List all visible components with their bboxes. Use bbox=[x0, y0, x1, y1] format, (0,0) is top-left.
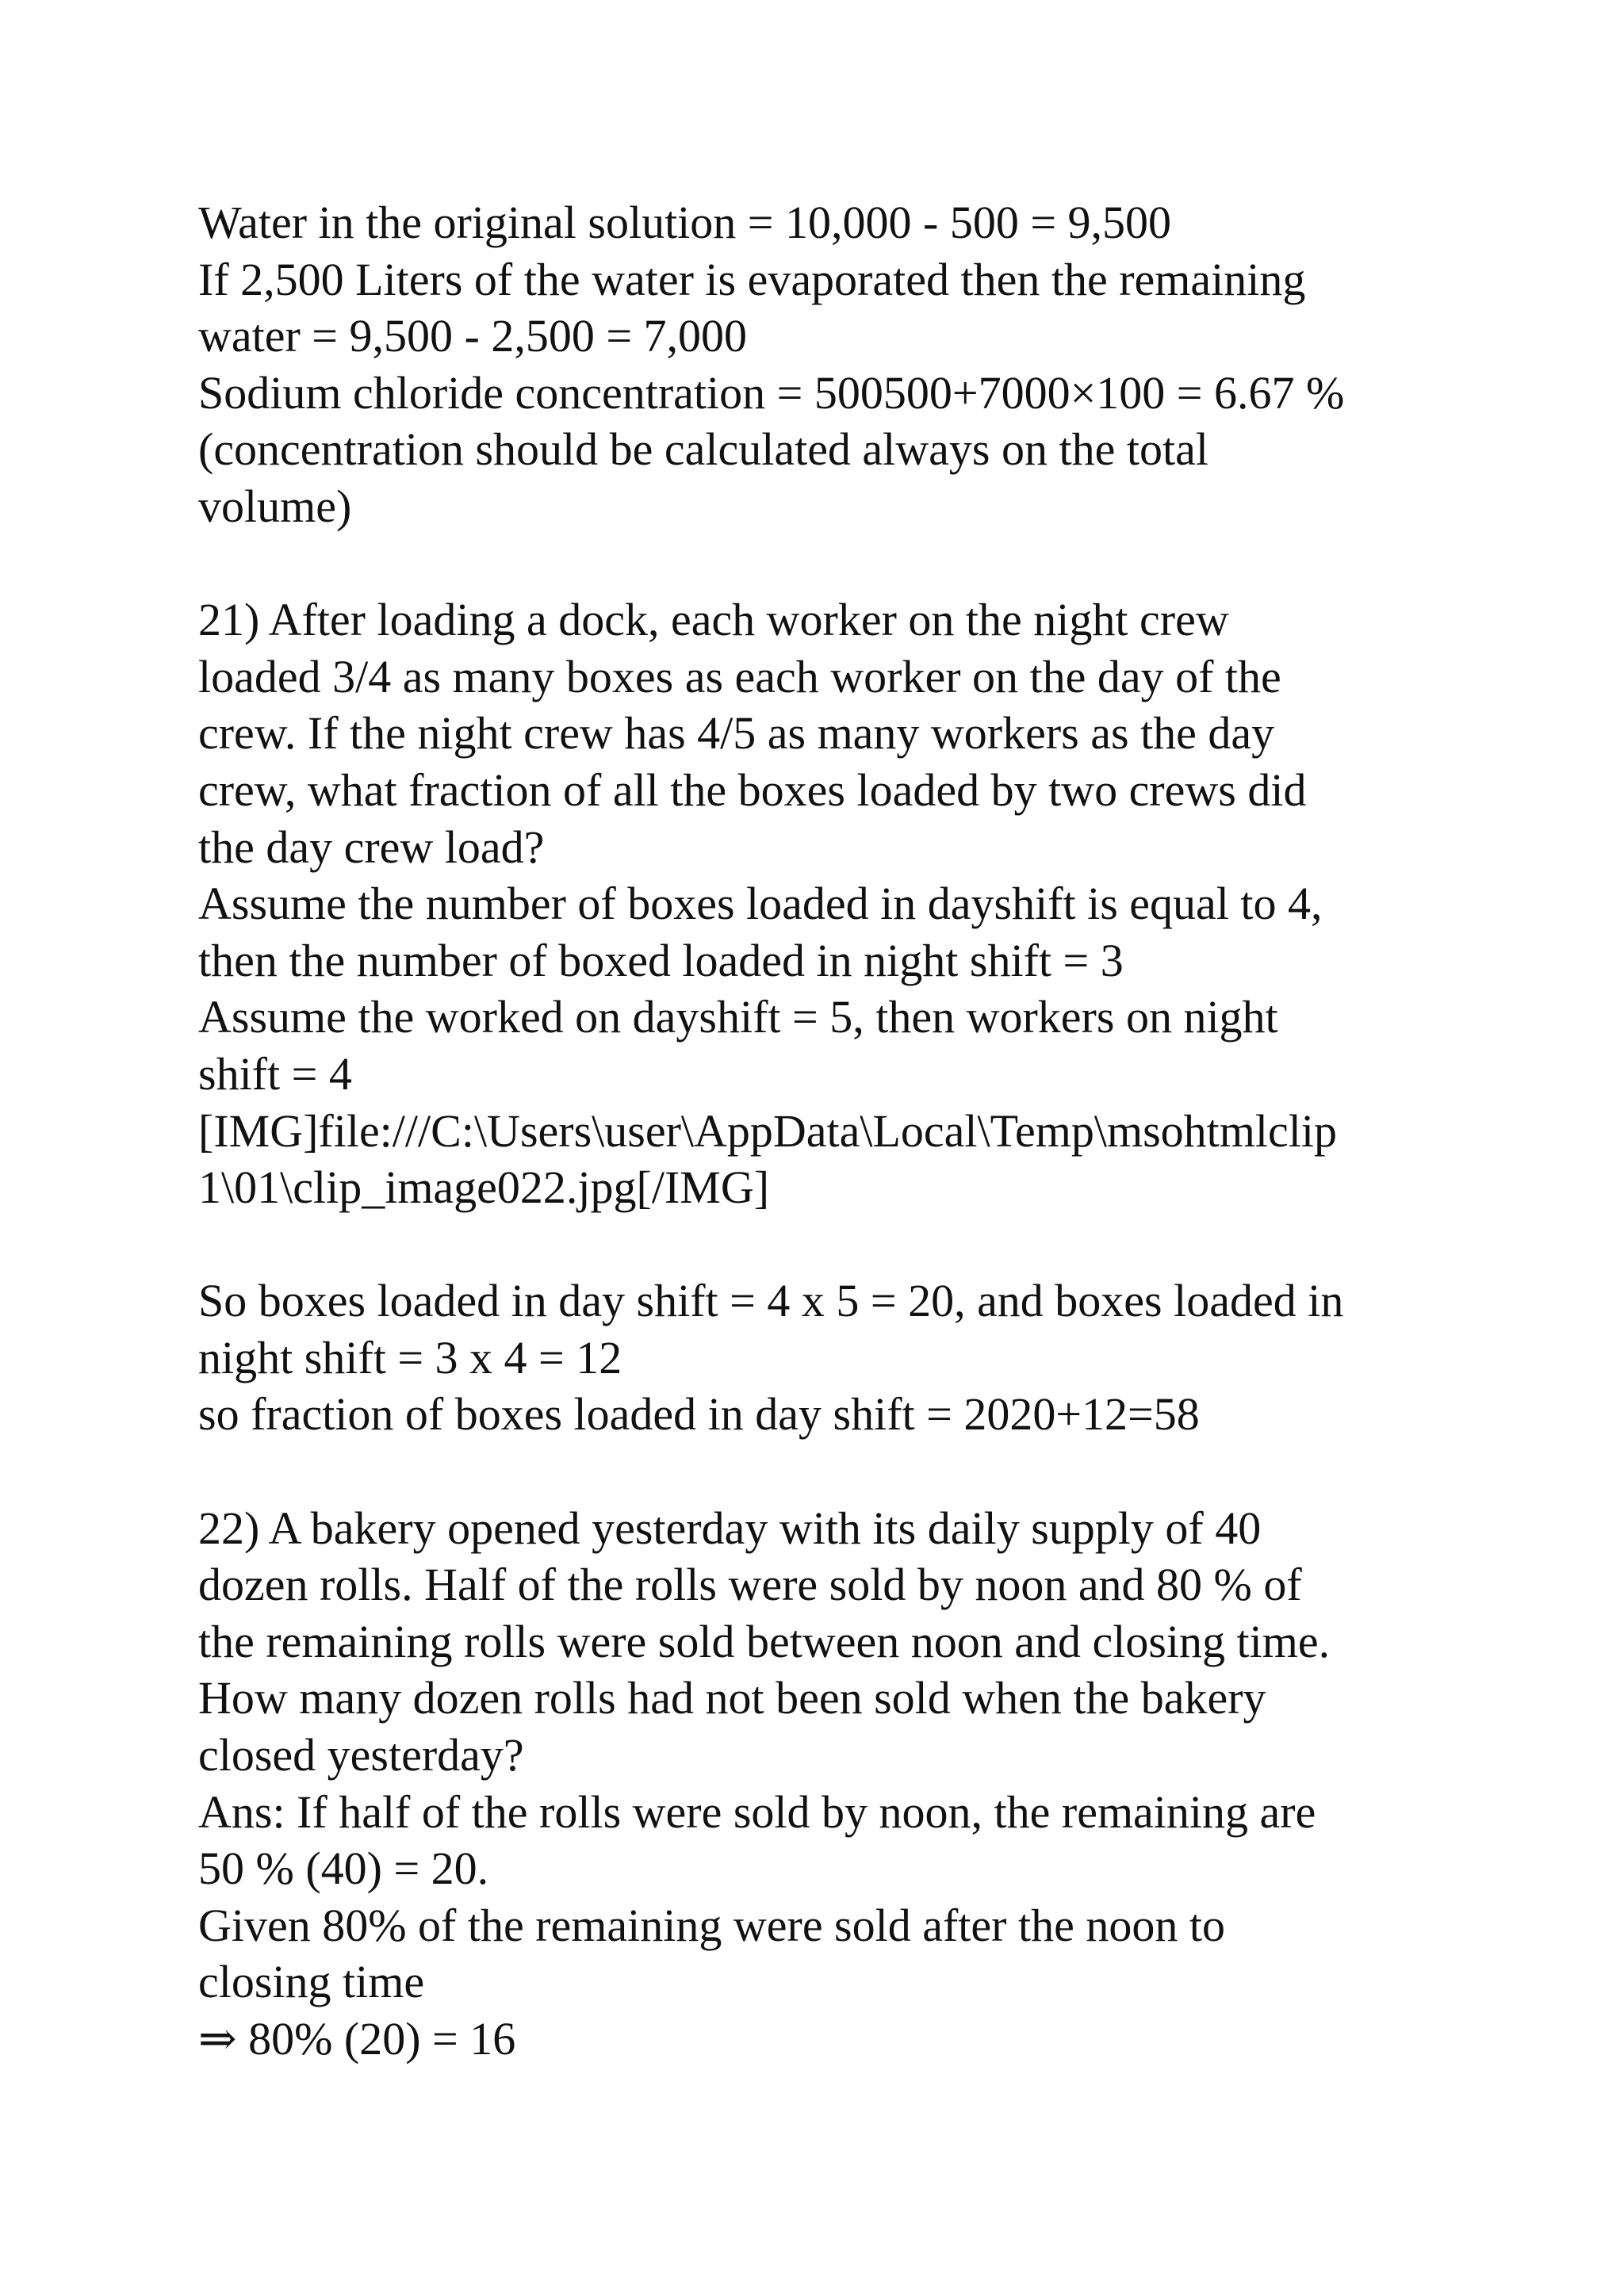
question-22-line: the remaining rolls were sold between noon and closing time. bbox=[198, 1615, 1331, 1667]
question-22-line: How many dozen rolls had not been sold when the bakery bbox=[198, 1672, 1266, 1724]
answer-21-line: Assume the worked on dayshift = 5, then workers on night bbox=[198, 991, 1278, 1043]
answer-21-line: then the number of boxed loaded in night shift = 3 bbox=[198, 934, 1124, 986]
text-line: Water in the original solution = 10,000 - 500 = 9,500 bbox=[198, 197, 1172, 248]
question-21-line: the day crew load? bbox=[198, 821, 545, 873]
image-placeholder-text: [IMG]file:///C:\Users\user\AppData\Local\Temp\msohtmlclip bbox=[198, 1104, 1337, 1157]
answer-21-line: shift = 4 bbox=[198, 1047, 352, 1100]
image-placeholder-text: 1\01\clip_image022.jpg[/IMG] bbox=[198, 1161, 770, 1214]
question-21-line: crew, what fraction of all the boxes loaded by two crews did bbox=[198, 763, 1307, 816]
question-21-line: loaded 3/4 as many boxes as each worker on the day of the bbox=[198, 650, 1281, 702]
answer-22-line: ⇒ 80% (20) = 16 bbox=[198, 2013, 516, 2064]
answer-22-line: closing time bbox=[198, 1956, 425, 2008]
paragraph-gap bbox=[198, 535, 1435, 592]
question-22-line: closed yesterday? bbox=[198, 1729, 524, 1781]
question-22-line: dozen rolls. Half of the rolls were sold by noon and 80 % of bbox=[198, 1559, 1302, 1611]
text-line: If 2,500 Liters of the water is evaporated then the remaining bbox=[198, 253, 1306, 305]
text-line: (concentration should be calculated always on the total bbox=[198, 423, 1208, 476]
text-line: Sodium chloride concentration = 500500+7000×100 = 6.67 % bbox=[198, 366, 1345, 419]
answer-22-line: 50 % (40) = 20. bbox=[198, 1843, 489, 1895]
question-22-line: 22) A bakery opened yesterday with its daily supply of 40 bbox=[198, 1502, 1262, 1554]
answer-21-line: So boxes loaded in day shift = 4 x 5 = 20, and boxes loaded in bbox=[198, 1275, 1344, 1327]
answer-22-line: Ans: If half of the rolls were sold by noon, the remaining are bbox=[198, 1785, 1316, 1838]
paragraph-gap bbox=[198, 1443, 1435, 1500]
answer-21-line: so fraction of boxes loaded in day shift = 2020+12=58 bbox=[198, 1388, 1200, 1441]
text-line: volume) bbox=[198, 480, 352, 532]
answer-21-line: Assume the number of boxes loaded in dayshift is equal to 4, bbox=[198, 878, 1323, 930]
answer-22-line: Given 80% of the remaining were sold after the noon to bbox=[198, 1899, 1225, 1951]
question-21-line: 21) After loading a dock, each worker on the night crew bbox=[198, 594, 1229, 646]
question-21-line: crew. If the night crew has 4/5 as many workers as the day bbox=[198, 707, 1275, 760]
text-line: water = 9,500 - 2,500 = 7,000 bbox=[198, 310, 748, 362]
document-text bbox=[198, 194, 1435, 2068]
paragraph-gap bbox=[198, 1216, 1435, 1273]
answer-21-line: night shift = 3 x 4 = 12 bbox=[198, 1331, 622, 1383]
